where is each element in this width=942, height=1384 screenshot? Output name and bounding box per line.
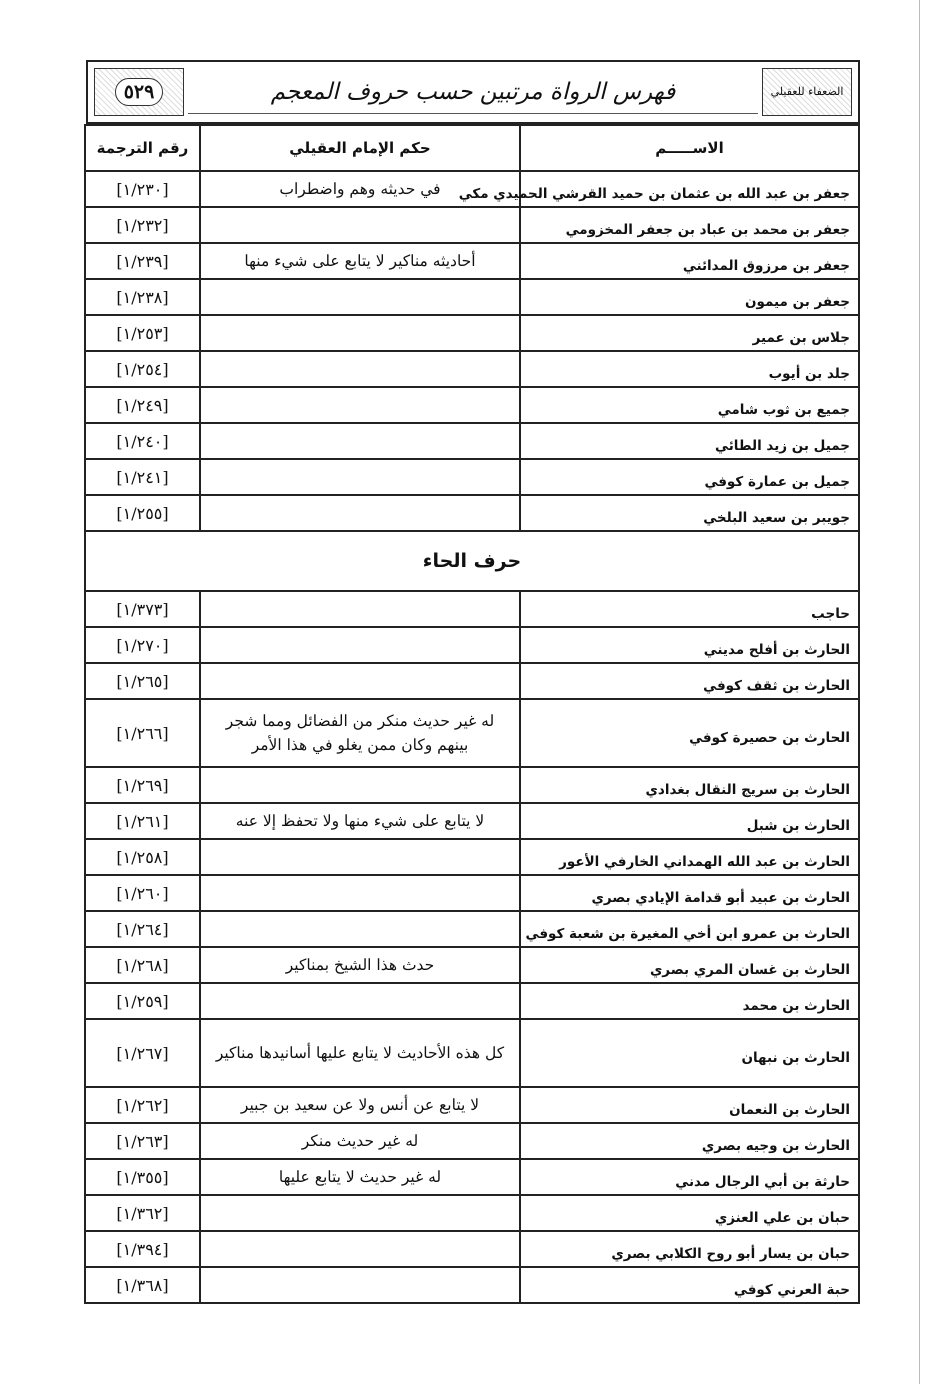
table-header-row — [85, 125, 859, 171]
narrator-name: الحارث بن ثقف كوفي — [520, 663, 859, 699]
judgment: لا يتابع على شيء منها ولا تحفظ إلا عنه — [200, 803, 520, 839]
table-row — [85, 1123, 859, 1159]
entry-number: [١/٢٣٢] — [85, 207, 200, 243]
narrator-name: الحارث بن وجيه بصري — [520, 1123, 859, 1159]
narrator-name: حاجب — [520, 591, 859, 627]
table-row — [85, 351, 859, 387]
title-underline — [188, 113, 758, 114]
narrator-name: جلد بن أيوب — [520, 351, 859, 387]
table-row — [85, 459, 859, 495]
narrator-name: حارثة بن أبي الرجال مدني — [520, 1159, 859, 1195]
judgment — [200, 387, 520, 423]
column-header-name: الاســـــم — [520, 125, 859, 171]
judgment — [200, 1231, 520, 1267]
narrator-name: الحارث بن نبهان — [520, 1019, 859, 1087]
table-row — [85, 423, 859, 459]
entry-number: [١/٢٦٢] — [85, 1087, 200, 1123]
judgment — [200, 351, 520, 387]
table-row — [85, 1267, 859, 1303]
entry-number: [١/٢٦٦] — [85, 699, 200, 767]
table-row — [85, 243, 859, 279]
entry-number: [١/٢٤٠] — [85, 423, 200, 459]
judgment — [200, 875, 520, 911]
table-row — [85, 171, 859, 207]
table-row — [85, 279, 859, 315]
narrator-name: الحارث بن حصيرة كوفي — [520, 699, 859, 767]
table-row — [85, 1087, 859, 1123]
table-row — [85, 1231, 859, 1267]
page-title: فهرس الرواة مرتبين حسب حروف المعجم — [270, 79, 676, 105]
table-row — [85, 207, 859, 243]
narrator-name: الحارث بن النعمان — [520, 1087, 859, 1123]
section-row — [85, 531, 859, 591]
page-number: ٥٢٩ — [115, 78, 164, 106]
entry-number: [١/٢٧٠] — [85, 627, 200, 663]
narrator-name: الحارث بن سريج النقال بغدادي — [520, 767, 859, 803]
page-header — [86, 60, 860, 124]
entry-number: [١/٢٥٥] — [85, 495, 200, 531]
entry-number: [١/٣٦٨] — [85, 1267, 200, 1303]
narrator-name: جلاس بن عمير — [520, 315, 859, 351]
table-row — [85, 983, 859, 1019]
entry-number: [١/٢٤٩] — [85, 387, 200, 423]
judgment — [200, 495, 520, 531]
table-row — [85, 699, 859, 767]
narrator-name: الحارث بن أفلح مديني — [520, 627, 859, 663]
column-header-judgment: حكم الإمام العقيلي — [200, 125, 520, 171]
judgment: كل هذه الأحاديث لا يتابع عليها أسانيدها مناكير — [200, 1019, 520, 1087]
narrator-name: حبان بن علي العنزي — [520, 1195, 859, 1231]
narrator-name: الحارث بن غسان المري بصري — [520, 947, 859, 983]
entry-number: [١/٢٥٨] — [85, 839, 200, 875]
judgment: له غير حديث منكر — [200, 1123, 520, 1159]
narrator-name: جميل بن عمارة كوفي — [520, 459, 859, 495]
table-row — [85, 315, 859, 351]
judgment — [200, 207, 520, 243]
narrator-name: الحارث بن عبد الله الهمداني الخارفي الأعور — [520, 839, 859, 875]
narrator-name: جعفر بن محمد بن عباد بن جعفر المخزومي — [520, 207, 859, 243]
entry-number: [١/٢٦١] — [85, 803, 200, 839]
judgment — [200, 423, 520, 459]
page-number-ornament — [94, 68, 184, 116]
table-row — [85, 591, 859, 627]
narrator-name: جعفر بن مرزوق المدائني — [520, 243, 859, 279]
narrator-name: حبة العرني كوفي — [520, 1267, 859, 1303]
judgment — [200, 591, 520, 627]
column-header-number: رقم الترجمة — [85, 125, 200, 171]
table-row — [85, 495, 859, 531]
page-edge-line — [919, 0, 920, 1384]
table-row — [85, 947, 859, 983]
book-emblem: الضعفاء للعقيلي — [770, 85, 844, 98]
entry-number: [١/٢٦٧] — [85, 1019, 200, 1087]
judgment — [200, 983, 520, 1019]
entry-number: [١/٢٦٥] — [85, 663, 200, 699]
judgment: لا يتابع عن أنس ولا عن سعيد بن جبير — [200, 1087, 520, 1123]
entry-number: [١/٣٧٣] — [85, 591, 200, 627]
judgment: في حديثه وهم واضطراب — [200, 171, 520, 207]
judgment: أحاديثه مناكير لا يتابع على شيء منها — [200, 243, 520, 279]
judgment: له غير حديث لا يتابع عليها — [200, 1159, 520, 1195]
narrator-name: الحارث بن شبل — [520, 803, 859, 839]
entry-number: [١/٢٣٠] — [85, 171, 200, 207]
judgment: له غير حديث منكر من الفضائل ومما شجر بينهم وكان ممن يغلو في هذا الأمر — [200, 699, 520, 767]
entry-number: [١/٢٥٩] — [85, 983, 200, 1019]
table-row — [85, 1195, 859, 1231]
judgment — [200, 663, 520, 699]
narrators-table — [84, 124, 860, 1304]
table-row — [85, 627, 859, 663]
section-title: حرف الحاء — [85, 531, 859, 591]
judgment — [200, 911, 520, 947]
entry-number: [١/٣٩٤] — [85, 1231, 200, 1267]
narrator-name: جعفر بن عبد الله بن عثمان بن حميد القرشي الحميدي مكي — [520, 171, 859, 207]
entry-number: [١/٣٦٢] — [85, 1195, 200, 1231]
judgment — [200, 839, 520, 875]
judgment: حدث هذا الشيخ بمناكير — [200, 947, 520, 983]
table-row — [85, 767, 859, 803]
entry-number: [١/٢٦٣] — [85, 1123, 200, 1159]
narrator-name: جميل بن زيد الطائي — [520, 423, 859, 459]
judgment — [200, 1195, 520, 1231]
table-row — [85, 387, 859, 423]
table-row — [85, 839, 859, 875]
entry-number: [١/٢٦٠] — [85, 875, 200, 911]
emblem-ornament — [762, 68, 852, 116]
narrator-name: جويبر بن سعيد البلخي — [520, 495, 859, 531]
table-row — [85, 1019, 859, 1087]
judgment — [200, 315, 520, 351]
page — [86, 60, 860, 1304]
entry-number: [١/٢٣٩] — [85, 243, 200, 279]
judgment — [200, 459, 520, 495]
judgment — [200, 627, 520, 663]
table-row — [85, 663, 859, 699]
table-row — [85, 911, 859, 947]
entry-number: [١/٢٦٤] — [85, 911, 200, 947]
judgment — [200, 279, 520, 315]
entry-number: [١/٢٤١] — [85, 459, 200, 495]
narrator-name: جميع بن ثوب شامي — [520, 387, 859, 423]
narrator-name: الحارث بن عبيد أبو قدامة الإيادي بصري — [520, 875, 859, 911]
narrator-name: الحارث بن عمرو ابن أخي المغيرة بن شعبة كوفي — [520, 911, 859, 947]
entry-number: [١/٢٥٤] — [85, 351, 200, 387]
entry-number: [١/٣٥٥] — [85, 1159, 200, 1195]
narrator-name: جعفر بن ميمون — [520, 279, 859, 315]
entry-number: [١/٢٣٨] — [85, 279, 200, 315]
narrator-name: الحارث بن محمد — [520, 983, 859, 1019]
table-row — [85, 875, 859, 911]
narrator-name: حبان بن يسار أبو روح الكلابي بصري — [520, 1231, 859, 1267]
table-row — [85, 803, 859, 839]
judgment — [200, 1267, 520, 1303]
entry-number: [١/٢٦٨] — [85, 947, 200, 983]
entry-number: [١/٢٦٩] — [85, 767, 200, 803]
judgment — [200, 767, 520, 803]
table-row — [85, 1159, 859, 1195]
entry-number: [١/٢٥٣] — [85, 315, 200, 351]
